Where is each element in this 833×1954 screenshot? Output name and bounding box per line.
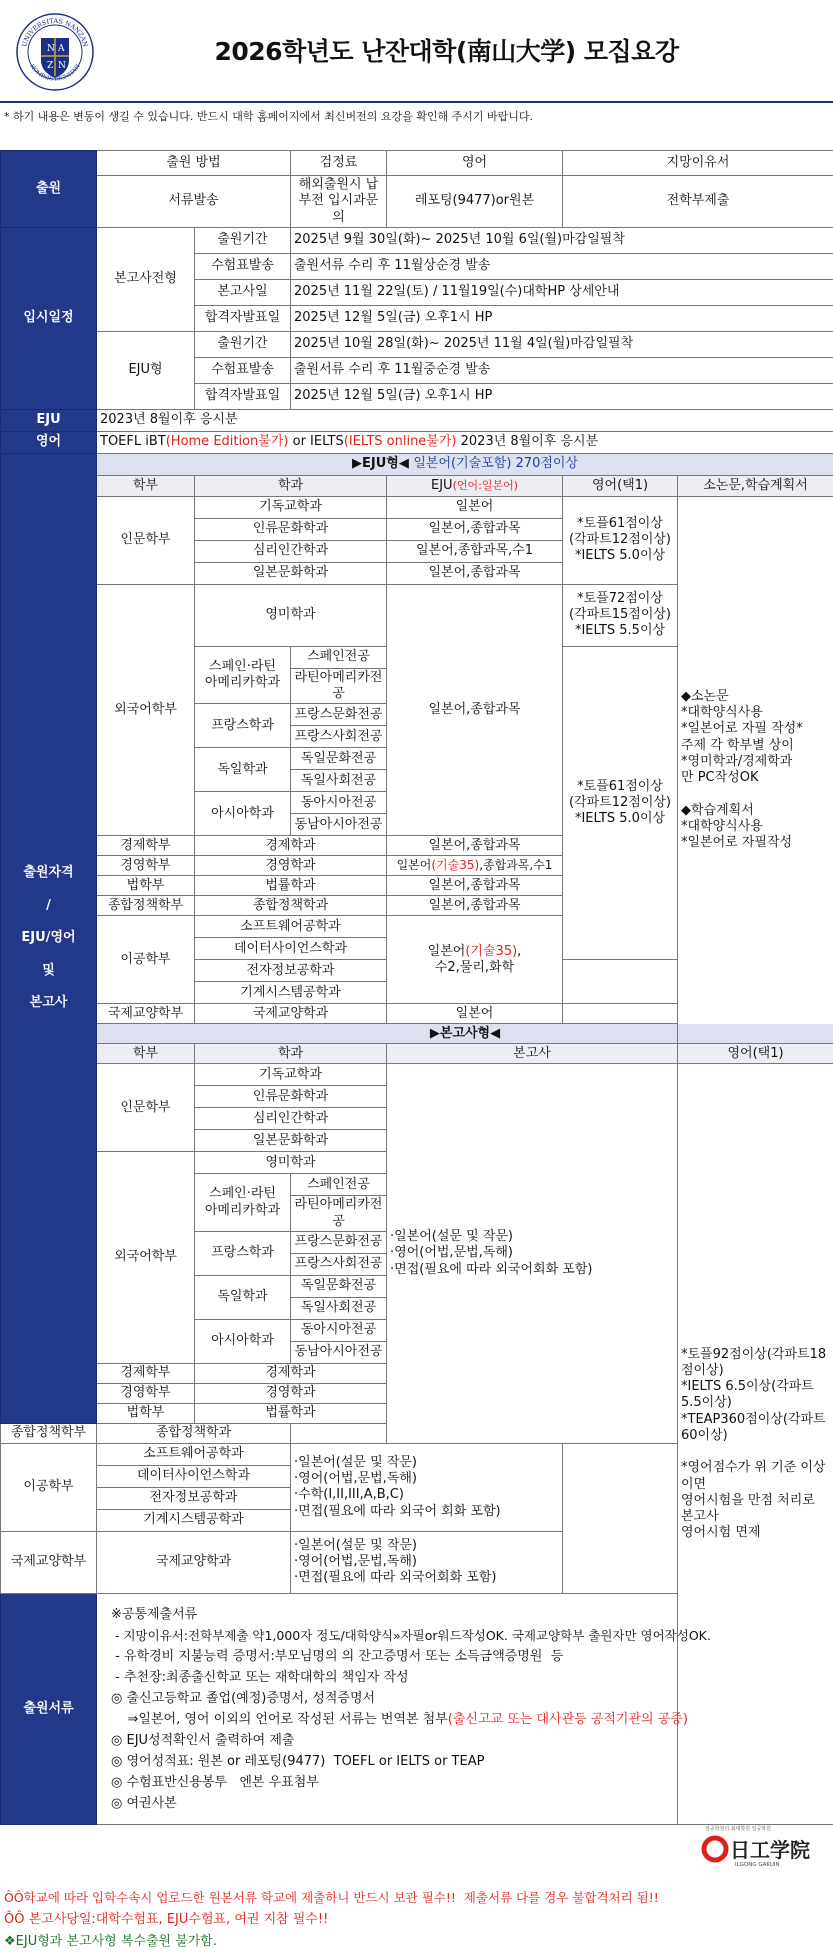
- dept-cell: 심리인간학과: [195, 1108, 387, 1130]
- svg-text:UNIVERSITAS NANZAN: UNIVERSITAS NANZAN: [20, 16, 90, 48]
- col-eju: EJU(언어:일본어): [387, 475, 563, 496]
- col-exam: 본고사: [387, 1044, 678, 1064]
- english-req-a: *토플61점이상 (각파트12점이상) *IELTS 5.0이상: [563, 496, 678, 584]
- title-divider: [0, 101, 833, 103]
- schedule-key: 수험표발송: [195, 253, 291, 279]
- dept-cell: 데이터사이언스학과: [97, 1465, 291, 1487]
- eju-subject: 일본어: [387, 1004, 563, 1024]
- major-cell: 동남아시아전공: [291, 814, 387, 836]
- faculty-foreign: 외국어학부: [97, 1152, 195, 1364]
- schedule-value: 2025년 11월 22일(토) / 11월19일(수)대학HP 상세안내: [291, 279, 833, 305]
- major-cell: 독일사회전공: [291, 1297, 387, 1319]
- col-essay: 소논문,학습계획서: [678, 475, 833, 496]
- doc-line: - 유학경비 지불능력 증명서:부모님명의 의 잔고증명서 또는 소득금액증명원 등: [111, 1648, 564, 1664]
- dept-cell: 국제교양학과: [97, 1531, 291, 1593]
- doc-line: - 지망이유서:전학부제출 약1,000자 정도/대학양식»자필or워드작성OK. 국제교양학부 출원자만 영어작성OK.: [111, 1627, 711, 1643]
- col-faculty: 학부: [97, 475, 195, 496]
- dept-cell: 소프트웨어공학과: [195, 916, 387, 938]
- apply-label: 출원: [1, 151, 97, 228]
- dept-cell: 기독교학과: [195, 1064, 387, 1086]
- dept-cell: 아시아학과: [195, 1319, 291, 1363]
- doc-line: ◎ 여권사본: [111, 1795, 177, 1811]
- major-cell: 동아시아전공: [291, 792, 387, 814]
- eju-subject: 일본어: [387, 496, 563, 518]
- english-empty: [563, 1004, 678, 1024]
- dept-cell: 전자정보공학과: [97, 1487, 291, 1509]
- english-label: 영어: [1, 431, 97, 453]
- major-cell: 독일문화전공: [291, 1275, 387, 1297]
- eju-label: EJU: [1, 409, 97, 431]
- eju-subject: 일본어,종합과목: [387, 836, 563, 856]
- dept-cell: 영미학과: [195, 584, 387, 646]
- dept-cell: 인류문화학과: [195, 1086, 387, 1108]
- svg-text:N: N: [58, 61, 66, 71]
- col-dept: 학과: [195, 1044, 387, 1064]
- exam-subjects-science: ·일본어(설문 및 작문) ·영어(어법,문법,독해) ·수학(I,II,III,A,B,C) ·면접(필요에 따라 외국어 회화 포함): [291, 1443, 563, 1531]
- motivation-value: 전학부제출: [563, 176, 833, 228]
- admission-table: [0, 150, 833, 1825]
- dept-cell: 일본문화학과: [195, 1130, 387, 1152]
- faculty-intl: 국제교양학부: [1, 1531, 97, 1593]
- home-edition-note: (Home Edition불가): [165, 434, 289, 450]
- schedule-key: 합격자발표일: [195, 305, 291, 331]
- essay-plan-info: ◆소논문 *대학양식사용 *일본어로 자필 작성* 주제 각 학부별 상이 *영미학과/경제학과 만 PC작성OK ◆학습계획서 *대학양식사용 *일본어로 자필작성: [678, 496, 833, 1044]
- exam-type-band: ▶본고사형◀: [97, 1024, 833, 1044]
- dept-cell: 기독교학과: [195, 496, 387, 518]
- col-english: 영어(택1): [678, 1044, 833, 1064]
- qualification-label: 출원자격 / EJU/영어 및 본고사: [1, 453, 97, 1423]
- fee-header: 검정료: [291, 151, 387, 176]
- english-req-c: *토플61점이상 (각파트12점이상) *IELTS 5.0이상: [563, 646, 678, 960]
- eju-type-label: EJU형: [97, 331, 195, 409]
- documents-label: 출원서류: [1, 1593, 97, 1824]
- apply-value-row: [1, 176, 833, 228]
- english-header: 영어: [387, 151, 563, 176]
- svg-text:ILGONG GAKUIN: ILGONG GAKUIN: [735, 1862, 780, 1868]
- dept-cell: 경영학과: [195, 856, 387, 876]
- faculty-business: 경영학부: [97, 856, 195, 876]
- faculty-policy: 종합정책학부: [97, 896, 195, 916]
- eju-subject: 일본어,종합과목: [387, 876, 563, 896]
- svg-text:일공학원의 최대학원 일공학원: 일공학원의 최대학원 일공학원: [705, 1826, 771, 1832]
- faculty-humanities: 인문학부: [97, 496, 195, 584]
- schedule-value: 2025년 12월 5일(금) 오후1시 HP: [291, 305, 833, 331]
- schedule-value: 2025년 12월 5일(금) 오후1시 HP: [291, 383, 833, 409]
- major-cell: 스페인전공: [291, 646, 387, 668]
- footer-note: ÔÔ 본고사당일:대학수험표, EJU수험표, 여권 지참 필수!!: [4, 1912, 329, 1927]
- major-cell: 스페인전공: [291, 1174, 387, 1196]
- col-faculty: 학부: [97, 1044, 195, 1064]
- dept-cell: 경제학과: [195, 1363, 387, 1383]
- svg-text:N: N: [47, 44, 55, 54]
- major-cell: 라틴아메리카전공: [291, 668, 387, 704]
- exam-english-req: *토플92점이상(각파트18점이상) *IELTS 6.5이상(각파트5.5이상) *TEAP360점이상(각파트60이상) *영어점수가 위 기준 이상이면 영어시험을 만점 처리로 본고사 영어시험 면제: [678, 1064, 833, 1825]
- english-value: 레포팅(9477)or원본: [387, 176, 563, 228]
- schedule-key: 합격자발표일: [195, 383, 291, 409]
- faculty-humanities: 인문학부: [97, 1064, 195, 1152]
- dept-cell: 프랑스학과: [195, 704, 291, 748]
- dept-cell: 종합정책학과: [97, 1423, 291, 1443]
- exam-type-label: 본고사전형: [97, 227, 195, 331]
- svg-text:Z: Z: [47, 61, 54, 71]
- documents-content: [97, 1593, 833, 1824]
- major-cell: 프랑스문화전공: [291, 1231, 387, 1253]
- doc-line: ◎ EJU성적확인서 출력하여 제출: [111, 1732, 295, 1748]
- eju-subject: 일본어,종합과목: [387, 562, 563, 584]
- svg-text:A: A: [58, 44, 65, 54]
- dept-cell: 종합정책학과: [195, 896, 387, 916]
- eju-subject: 일본어(기술35),종합과목,수1: [387, 856, 563, 876]
- dept-cell: 경영학과: [195, 1383, 387, 1403]
- dept-cell: 스페인·라틴 아메리카학과: [195, 646, 291, 704]
- major-cell: 동아시아전공: [291, 1319, 387, 1341]
- dept-cell: 데이터사이언스학과: [195, 938, 387, 960]
- dept-cell: 심리인간학과: [195, 540, 387, 562]
- eju-value: 2023년 8월이후 응시분: [97, 409, 833, 431]
- dept-cell: 기계시스템공학과: [195, 982, 387, 1004]
- faculty-intl: 국제교양학부: [97, 1004, 195, 1024]
- svg-text:HOMINIS DIGNITATI: HOMINIS DIGNITATI: [28, 63, 82, 83]
- dept-cell: 일본문화학과: [195, 562, 387, 584]
- exam-subjects-intl: ·일본어(설문 및 작문) ·영어(어법,문법,독해) ·면접(필요에 따라 외국어회화 포함): [291, 1531, 563, 1593]
- schedule-key: 출원기간: [195, 331, 291, 357]
- dept-cell: 스페인·라틴 아메리카학과: [195, 1174, 291, 1232]
- ilgong-gakuin-logo-icon: [699, 1822, 819, 1868]
- dept-cell: 전자정보공학과: [195, 960, 387, 982]
- eju-subject: 일본어,종합과목: [387, 896, 563, 916]
- footer-note: ÔÔ학교에 따라 입학수속시 업로드한 원본서류 학교에 제출하니 반드시 보관 필수!! 제출서류 다를 경우 불합격처리 됨!!: [4, 1890, 659, 1905]
- eju-subject: 일본어,종합과목: [387, 518, 563, 540]
- faculty-policy: 종합정책학부: [1, 1423, 97, 1443]
- apply-header-row: [1, 151, 833, 176]
- major-cell: 동남아시아전공: [291, 1341, 387, 1363]
- page-title: 2026학년도 난잔대학(南山大学) 모집요강: [214, 37, 679, 66]
- major-cell: 라틴아메리카전공: [291, 1196, 387, 1232]
- faculty-foreign: 외국어학부: [97, 584, 195, 836]
- motivation-header: 지망이유서: [563, 151, 833, 176]
- english-requirement: [97, 431, 833, 453]
- dept-cell: 독일학과: [195, 748, 291, 792]
- doc-line: ◎ 수험표반신용봉투 엔본 우표첨부: [111, 1774, 319, 1790]
- english-req-b: *토플72점이상 (각파트15점이상) *IELTS 5.5이상: [563, 584, 678, 646]
- dept-cell: 프랑스학과: [195, 1231, 291, 1275]
- dept-cell: 법률학과: [195, 1403, 387, 1423]
- english-date: 2023년 8월이후 응시분: [456, 434, 599, 450]
- dept-cell: 아시아학과: [195, 792, 291, 836]
- ielts-text: or IELTS: [288, 434, 344, 450]
- doc-translation-line: ⇒일본어, 영어 이외의 언어로 작성된 서류는 번역본 첨부(출신고교 또는 대사관등 공적기관의 공증): [111, 1711, 688, 1727]
- schedule-value: 출원서류 수리 후 11월중순경 발송: [291, 357, 833, 383]
- faculty-law: 법학부: [97, 1403, 195, 1423]
- doc-line: ◎ 출신고등학교 졸업(예정)증명서, 성적증명서: [111, 1690, 376, 1706]
- schedule-value: 2025년 9월 30일(화)~ 2025년 10월 6일(월)마감일필착: [291, 227, 833, 253]
- exam-subjects-general: ·일본어(설문 및 작문) ·영어(어법,문법,독해) ·면접(필요에 따라 외국어회화 포함): [387, 1064, 678, 1444]
- dept-cell: 기계시스템공학과: [97, 1509, 291, 1531]
- eju-subject: 일본어,종합과목,수1: [387, 540, 563, 562]
- col-dept: 학과: [195, 475, 387, 496]
- footer-notes: [0, 1887, 833, 1953]
- dept-cell: 영미학과: [195, 1152, 387, 1174]
- faculty-science: 이공학부: [1, 1443, 97, 1531]
- schedule-value: 출원서류 수리 후 11월상순경 발송: [291, 253, 833, 279]
- dept-cell: 소프트웨어공학과: [97, 1443, 291, 1465]
- footer-note: ❖EJU형과 본고사형 복수출원 불가함.: [4, 1934, 218, 1949]
- doc-line: ※공통제출서류: [111, 1606, 198, 1622]
- svg-text:日工学院: 日工学院: [730, 1838, 810, 1862]
- dept-cell: 법률학과: [195, 876, 387, 896]
- apply-method-value: 서류발송: [97, 176, 291, 228]
- doc-line: ◎ 영어성적표: 원본 or 레포팅(9477) TOEFL or IELTS or TEAP: [111, 1753, 485, 1769]
- eju-subject: 일본어(기술35), 수2,물리,화학: [387, 916, 563, 1004]
- faculty-econ: 경제학부: [97, 1363, 195, 1383]
- major-cell: 프랑스사회전공: [291, 1253, 387, 1275]
- major-cell: 독일사회전공: [291, 770, 387, 792]
- faculty-law: 법학부: [97, 876, 195, 896]
- dept-cell: 경제학과: [195, 836, 387, 856]
- schedule-key: 수험표발송: [195, 357, 291, 383]
- schedule-value: 2025년 10월 28일(화)~ 2025년 11월 4일(월)마감일필착: [291, 331, 833, 357]
- major-cell: 프랑스문화전공: [291, 704, 387, 726]
- eju-subject: 일본어,종합과목: [387, 584, 563, 836]
- faculty-science: 이공학부: [97, 916, 195, 1004]
- fee-value: 해외출원시 납부전 입시과문의: [291, 176, 387, 228]
- toefl-text: TOEFL iBT: [100, 434, 166, 450]
- major-cell: 프랑스사회전공: [291, 726, 387, 748]
- schedule-label: 입시일정: [1, 227, 97, 409]
- col-english: 영어(택1): [563, 475, 678, 496]
- dept-cell: 독일학과: [195, 1275, 291, 1319]
- dept-cell: 국제교양학과: [195, 1004, 387, 1024]
- dept-cell: 인류문화학과: [195, 518, 387, 540]
- header: [0, 0, 833, 123]
- faculty-econ: 경제학부: [97, 836, 195, 856]
- doc-line: - 추천장:최종출신학교 또는 재학대학의 책임자 작성: [111, 1669, 409, 1685]
- schedule-key: 본고사일: [195, 279, 291, 305]
- major-cell: 독일문화전공: [291, 748, 387, 770]
- notice-text: * 하기 내용은 변동이 생길 수 있습니다. 반드시 대학 홈페이지에서 최신버전의 요강을 확인해 주시기 바랍니다.: [4, 110, 533, 123]
- faculty-business: 경영학부: [97, 1383, 195, 1403]
- apply-method-header: 출원 방법: [97, 151, 291, 176]
- schedule-key: 출원기간: [195, 227, 291, 253]
- eju-type-band: ▶EJU형◀ 일본어(기술포함) 270점이상: [97, 453, 833, 475]
- ielts-online-note: (IELTS online불가): [343, 434, 457, 450]
